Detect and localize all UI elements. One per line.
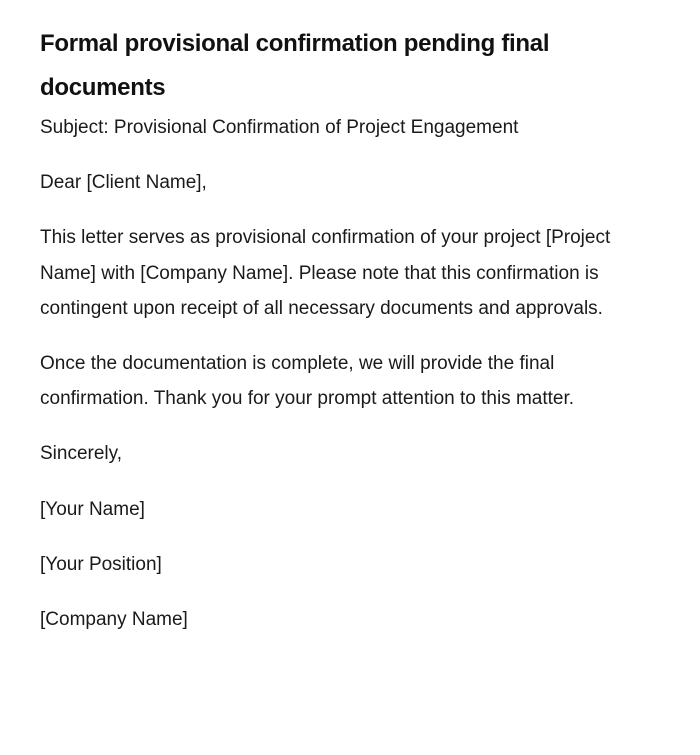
closing: Sincerely, [40, 443, 123, 465]
signature-name: [Your Name] [40, 498, 145, 520]
document-title: Formal provisional confirmation pending final documents [40, 30, 550, 101]
body-paragraph-1: This letter serves as provisional confirmation of your project [Project Name] with [Company Name]. Please note that this confirmation is contingent upon receipt of all necessary documents and approvals. [40, 227, 611, 319]
salutation: Dear [Client Name], [40, 172, 207, 194]
signature-position: [Your Position] [40, 553, 162, 575]
signature-company: [Company Name] [40, 609, 188, 631]
subject-line: Subject: Provisional Confirmation of Project Engagement [40, 117, 519, 138]
body-paragraph-2: Once the documentation is complete, we will provide the final confirmation. Thank you for your prompt attention to this matter. [40, 353, 575, 410]
